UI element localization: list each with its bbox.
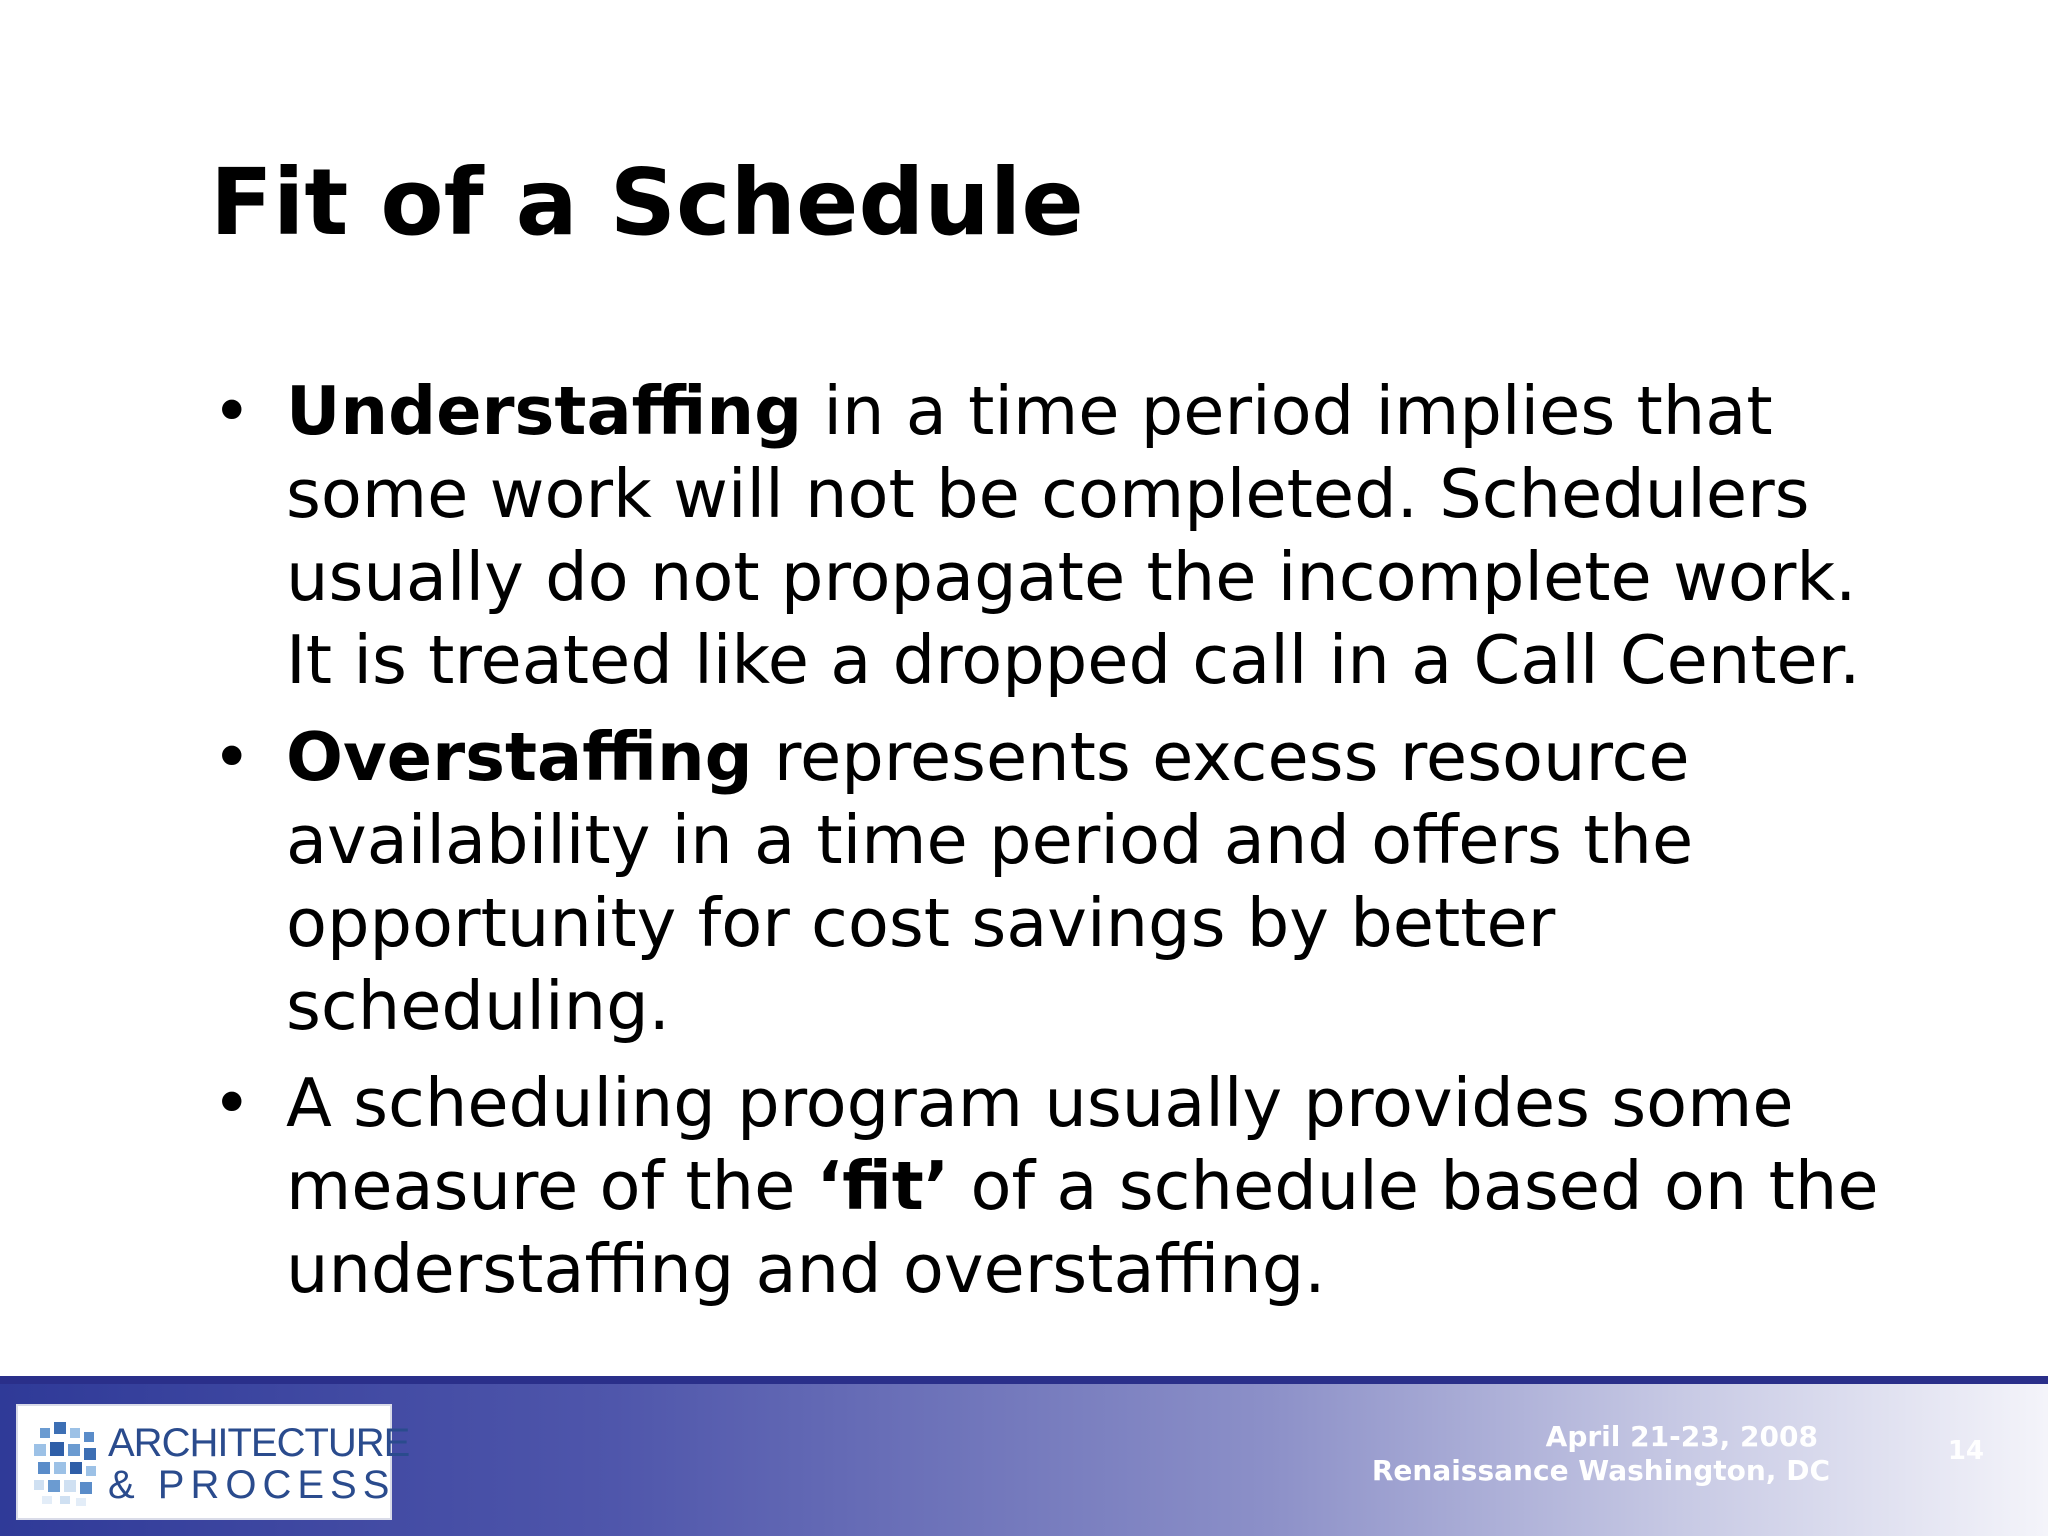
bullet-body-end: of a schedule based on the understaffing and overstaffing. [286, 1147, 1879, 1308]
bullet-term: Understaffing [286, 372, 803, 450]
event-date: April 21-23, 2008 [1545, 1420, 1818, 1453]
slide-title: Fit of a Schedule [210, 149, 1084, 256]
event-venue: Renaissance Washington, DC [1371, 1454, 1830, 1487]
bullet-body: in a time period implies that some work will not be completed. Schedulers usually do not propagate the incomplete work. It is treated like a dropped call in a Call Center. [286, 372, 1861, 699]
bullet-term: ‘fit’ [816, 1147, 950, 1225]
bullet-text [286, 1064, 1879, 1308]
bullet-text [286, 718, 1693, 1045]
logo-text-line2: & PROCESS [108, 1463, 396, 1507]
bullet-marker: • [212, 372, 252, 450]
blue-squares-grid-icon [34, 1422, 98, 1506]
bullet-marker: • [212, 718, 252, 796]
bullet-text [286, 372, 1860, 699]
bullet-marker: • [212, 1064, 252, 1142]
bullet-item-overstaffing [210, 716, 1910, 1048]
logo-text-line1: ARCHITECTURE [108, 1421, 410, 1465]
conference-logo [16, 1404, 410, 1520]
bullet-term: Overstaffing [286, 718, 753, 796]
bullet-list [210, 370, 1910, 1311]
slide-number: 14 [1947, 1436, 1984, 1466]
bullet-item-understaffing [210, 370, 1910, 702]
bullet-item-fit [210, 1062, 1910, 1311]
footer-band [0, 1376, 2048, 1536]
bullet-body-start: A scheduling program usually provides some measure of the [286, 1064, 1794, 1225]
bullet-body: represents excess resource availability in a time period and offers the opportunity for cost savings by better scheduling. [286, 718, 1694, 1045]
